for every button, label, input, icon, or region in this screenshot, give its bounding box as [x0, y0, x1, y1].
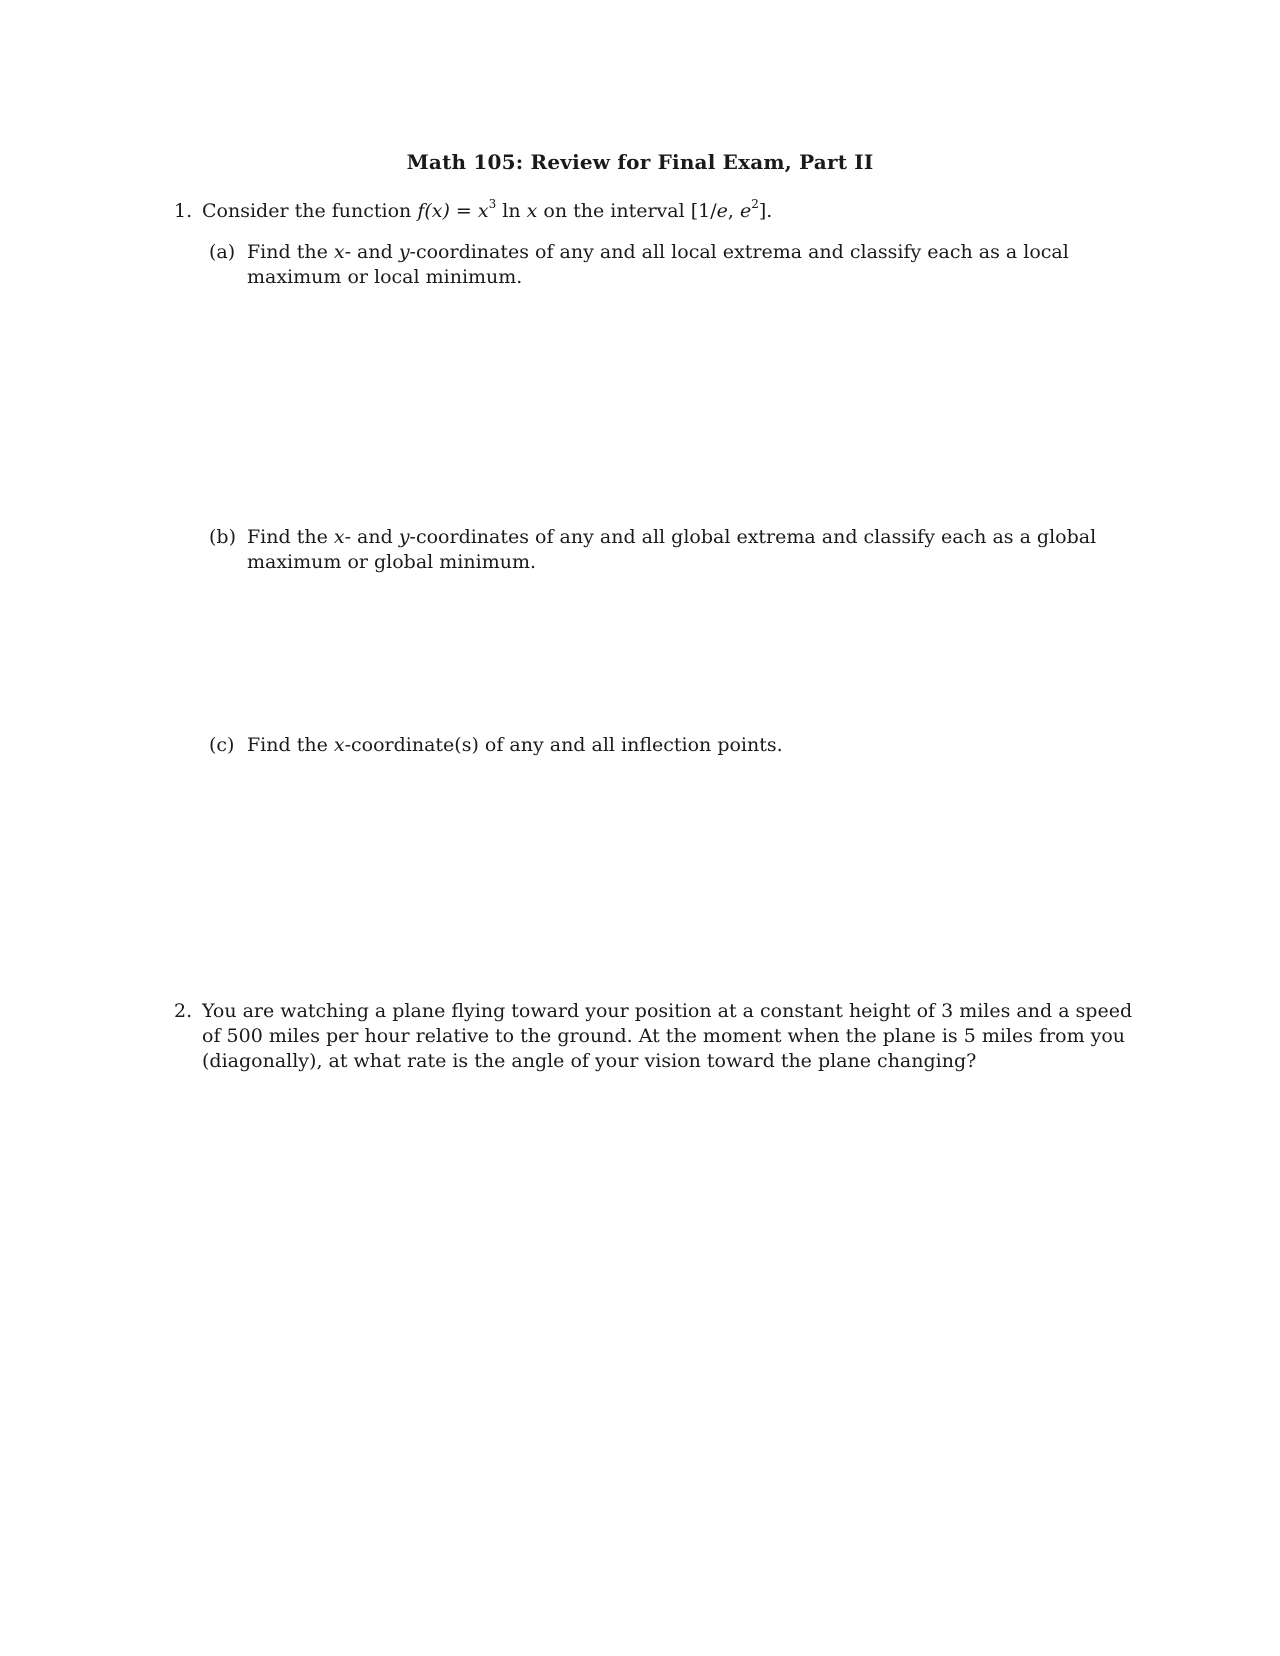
- problem-number: 1.: [174, 200, 193, 222]
- problem-2: [174, 999, 1134, 1074]
- part-label: (c): [209, 734, 235, 756]
- part-label: (b): [209, 526, 236, 548]
- problem-1c: [209, 733, 1134, 758]
- part-text: Find the x- and y-coordinates of any and all local extrema and classify each as a local maximum or local minimum.: [247, 241, 1069, 288]
- part-label: (a): [209, 241, 236, 263]
- page-title: Math 105: Review for Final Exam, Part II: [406, 150, 874, 174]
- problem-text: Consider the function $f(x) = x^3$ ln x on the interval [1/e, $e^2$].: [202, 196, 773, 222]
- interval-expression: [1/e, $e^2$].: [690, 196, 773, 222]
- problem-number: 2.: [174, 1000, 193, 1022]
- problem-1a: [209, 240, 1134, 290]
- problem-text: You are watching a plane flying toward your position at a constant height of 3 miles and a speed of 500 miles per hour relative to the ground. At the moment when the plane is 5 miles from you (diagonally), at what rate is the angle of your vision toward the plane changing?: [202, 1000, 1133, 1072]
- function-expression: $f(x) = x^3$ ln x: [417, 196, 538, 222]
- problem-1: [174, 196, 1134, 224]
- part-text: Find the x- and y-coordinates of any and all global extrema and classify each as a global maximum or global minimum.: [247, 526, 1097, 573]
- part-text: Find the x-coordinate(s) of any and all inflection points.: [247, 734, 783, 756]
- problem-1b: [209, 525, 1134, 575]
